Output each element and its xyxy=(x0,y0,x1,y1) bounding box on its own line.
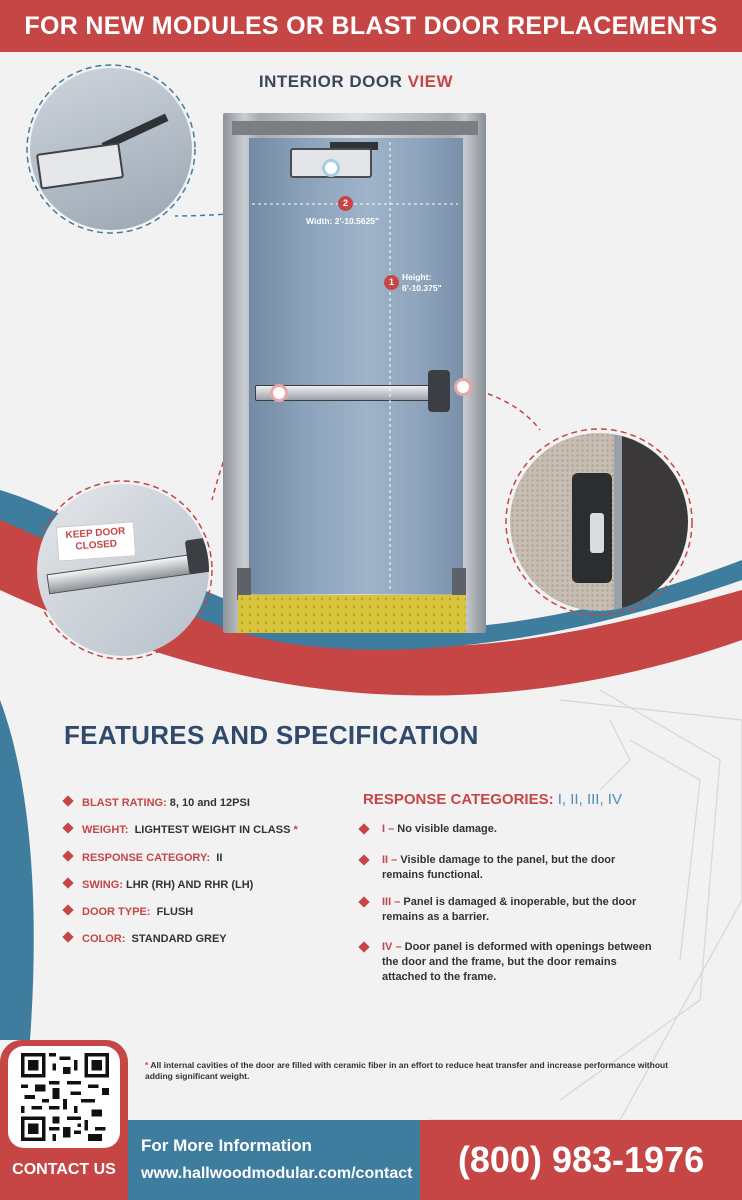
contact-us-label[interactable]: CONTACT US xyxy=(12,1161,116,1178)
response-key: III – xyxy=(382,896,401,908)
response-item xyxy=(360,940,660,985)
feature-value: FLUSH xyxy=(156,906,194,918)
diamond-bullet-icon xyxy=(62,795,73,806)
feature-item xyxy=(64,852,222,864)
response-text: Panel is damaged & inoperable, but the door remains as a barrier. xyxy=(382,896,637,923)
feature-key: RESPONSE CATEGORY: xyxy=(82,852,211,864)
height-label-line2: 6'-10.375" xyxy=(402,283,442,293)
feature-value: LHR (RH) AND RHR (LH) xyxy=(126,879,254,891)
feature-value: 8, 10 and 12PSI xyxy=(169,797,250,809)
door-view-title-accent: VIEW xyxy=(407,72,454,91)
qr-code-icon[interactable] xyxy=(21,1052,109,1142)
response-item xyxy=(360,822,660,837)
push-bar-hotspot[interactable] xyxy=(270,384,288,402)
response-text: Door panel is deformed with openings between the door and the frame, but the door remains attached to the frame. xyxy=(382,941,652,983)
diamond-bullet-icon xyxy=(62,850,73,861)
feature-key: WEIGHT: xyxy=(82,824,129,836)
footnote-star: * xyxy=(145,1060,149,1070)
phone-number-link[interactable]: (800) 983-1976 xyxy=(457,1139,705,1180)
response-title-main: RESPONSE CATEGORIES: xyxy=(363,791,554,808)
latch-detail-ring xyxy=(503,426,695,618)
feature-note: * xyxy=(293,824,298,836)
feature-item xyxy=(64,933,227,945)
feature-key: COLOR: xyxy=(82,933,126,945)
height-badge: 1 xyxy=(384,275,399,290)
info-panel xyxy=(128,1120,420,1200)
contact-url-link[interactable]: www.hallwoodmodular.com/contact xyxy=(141,1165,413,1182)
feature-key: BLAST RATING: xyxy=(82,797,167,809)
closer-hotspot[interactable] xyxy=(322,159,340,177)
features-title: FEATURES AND SPECIFICATION xyxy=(64,720,479,750)
response-key: I – xyxy=(382,823,395,835)
response-text: Visible damage to the panel, but the door remains functional. xyxy=(382,854,616,881)
diamond-bullet-icon xyxy=(62,822,73,833)
feature-item xyxy=(64,906,193,918)
response-key: IV – xyxy=(382,941,402,953)
feature-key: DOOR TYPE: xyxy=(82,906,151,918)
diamond-bullet-icon xyxy=(62,931,73,942)
footnote-text: All internal cavities of the door are filled with ceramic fiber in an effort to reduce heat transfer and increase performance without adding significant weight. xyxy=(145,1060,669,1081)
feature-value: II xyxy=(216,852,223,864)
response-categories-title xyxy=(363,791,622,808)
feature-item xyxy=(64,879,253,891)
response-title-roman: I, II, III, IV xyxy=(557,791,622,808)
closer-detail-ring xyxy=(24,62,198,236)
page-header-title: FOR NEW MODULES OR BLAST DOOR REPLACEMENTS xyxy=(0,0,742,52)
latch-hotspot[interactable] xyxy=(454,378,472,396)
door-view-title-main: INTERIOR DOOR xyxy=(258,72,403,91)
info-title: For More Information xyxy=(141,1136,312,1155)
push-bar-detail-ring xyxy=(31,478,215,662)
feature-value: LIGHTEST WEIGHT IN CLASS xyxy=(134,824,291,836)
diamond-bullet-icon xyxy=(62,877,73,888)
feature-value: STANDARD GREY xyxy=(131,933,227,945)
width-label: Width: 2'-10.5625" xyxy=(306,216,380,226)
feature-item xyxy=(64,824,298,836)
response-text: No visible damage. xyxy=(397,823,497,835)
footnote xyxy=(145,1060,675,1082)
width-badge: 2 xyxy=(338,196,353,211)
feature-item xyxy=(64,797,250,809)
diamond-bullet-icon xyxy=(62,904,73,915)
feature-key: SWING: xyxy=(82,879,123,891)
sign-text-line2: CLOSED xyxy=(75,538,118,553)
sign-text-line1: KEEP DOOR xyxy=(65,525,126,542)
response-key: II – xyxy=(382,854,398,866)
height-label-line1: Height: xyxy=(402,272,432,282)
response-item xyxy=(360,853,660,883)
response-item xyxy=(360,895,660,925)
